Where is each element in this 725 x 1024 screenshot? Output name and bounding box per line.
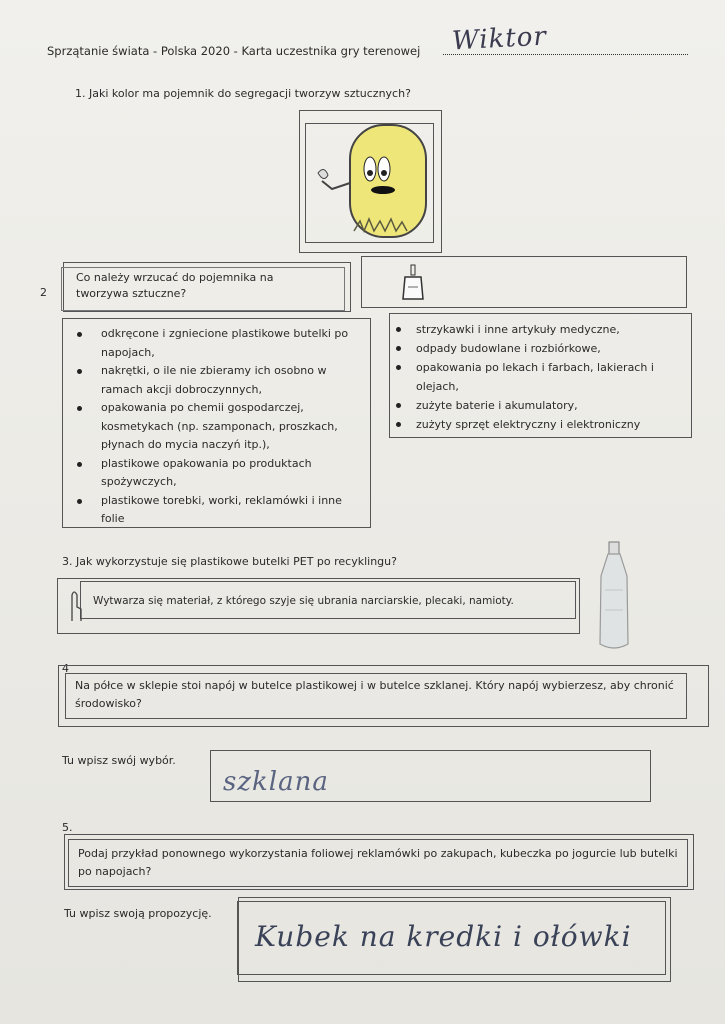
hand-pointer-icon: [64, 587, 84, 623]
question-4-text: Na półce w sklepie stoi napój w butelce plastikowej i w butelce szklanej. Który napój wybierzesz, aby chronić środowisko?: [75, 679, 674, 710]
glue-bottle-icon: [400, 263, 426, 303]
question-3: 3. Jak wykorzystuje się plastikowe butelki PET po recyklingu?: [62, 555, 397, 568]
forbidden-items-box: [389, 313, 692, 438]
answer-5-handwriting: Kubek na kredki i ołówki: [255, 920, 632, 953]
forbidden-item: odpady budowlane i rozbiórkowe,: [390, 339, 686, 358]
answer-4-handwriting: szklana: [223, 767, 329, 797]
forbidden-item: zużyte baterie i akumulatory,: [390, 396, 686, 415]
question-2-text: Co należy wrzucać do pojemnika na tworzywa sztuczne?: [76, 271, 274, 300]
answer-5-box[interactable]: [238, 897, 671, 982]
handwritten-name: Wiktor: [451, 21, 548, 57]
forbidden-item: opakowania po lekach i farbach, lakierach i olejach,: [390, 358, 686, 396]
question-4-number: 4: [62, 662, 69, 675]
answer-4-box[interactable]: [210, 750, 651, 802]
allowed-item: opakowania po chemii gospodarczej, kosmetykach (np. szamponach, proszkach, płynach do mycia naczyń itp.),: [63, 399, 363, 455]
question-2-box: [63, 262, 351, 312]
worksheet-title: Sprzątanie świata - Polska 2020 - Karta uczestnika gry terenowej: [47, 44, 421, 58]
question-1: 1. Jaki kolor ma pojemnik do segregacji tworzyw sztucznych?: [75, 87, 411, 100]
allowed-item: plastikowe opakowania po produktach spożywczych,: [63, 455, 363, 492]
question-4-prompt: Tu wpisz swój wybór.: [62, 754, 176, 767]
glue-icon-box: [361, 256, 687, 308]
question-5-prompt: Tu wpisz swoją propozycję.: [64, 907, 212, 920]
allowed-item: plastikowe torebki, worki, reklamówki i inne folie: [63, 492, 363, 529]
allowed-items-box: [62, 318, 371, 528]
question-3-box: [57, 578, 580, 634]
question-2-number: 2: [40, 286, 47, 299]
bin-image-frame: [299, 110, 442, 253]
question-5-text: Podaj przykład ponownego wykorzystania foliowej reklamówki po zakupach, kubeczka po jogurcie lub butelki po napojach?: [78, 847, 678, 878]
question-5-box: [64, 834, 694, 890]
question-5-number: 5.: [62, 821, 73, 834]
allowed-item: nakrętki, o ile nie zbieramy ich osobno w ramach akcji dobroczynnych,: [63, 362, 363, 399]
allowed-item: odkręcone i zgniecione plastikowe butelki po napojach,: [63, 325, 363, 362]
question-3-answer: Wytwarza się materiał, z którego szyje się ubrania narciarskie, plecaki, namioty.: [93, 595, 514, 607]
plastic-bottle-icon: [597, 540, 631, 652]
forbidden-item: zużyty sprzęt elektryczny i elektroniczny: [390, 415, 686, 434]
question-4-box: [58, 665, 709, 727]
forbidden-item: strzykawki i inne artykuły medyczne,: [390, 320, 686, 339]
yellow-bin-mascot-drawing: [300, 111, 440, 251]
